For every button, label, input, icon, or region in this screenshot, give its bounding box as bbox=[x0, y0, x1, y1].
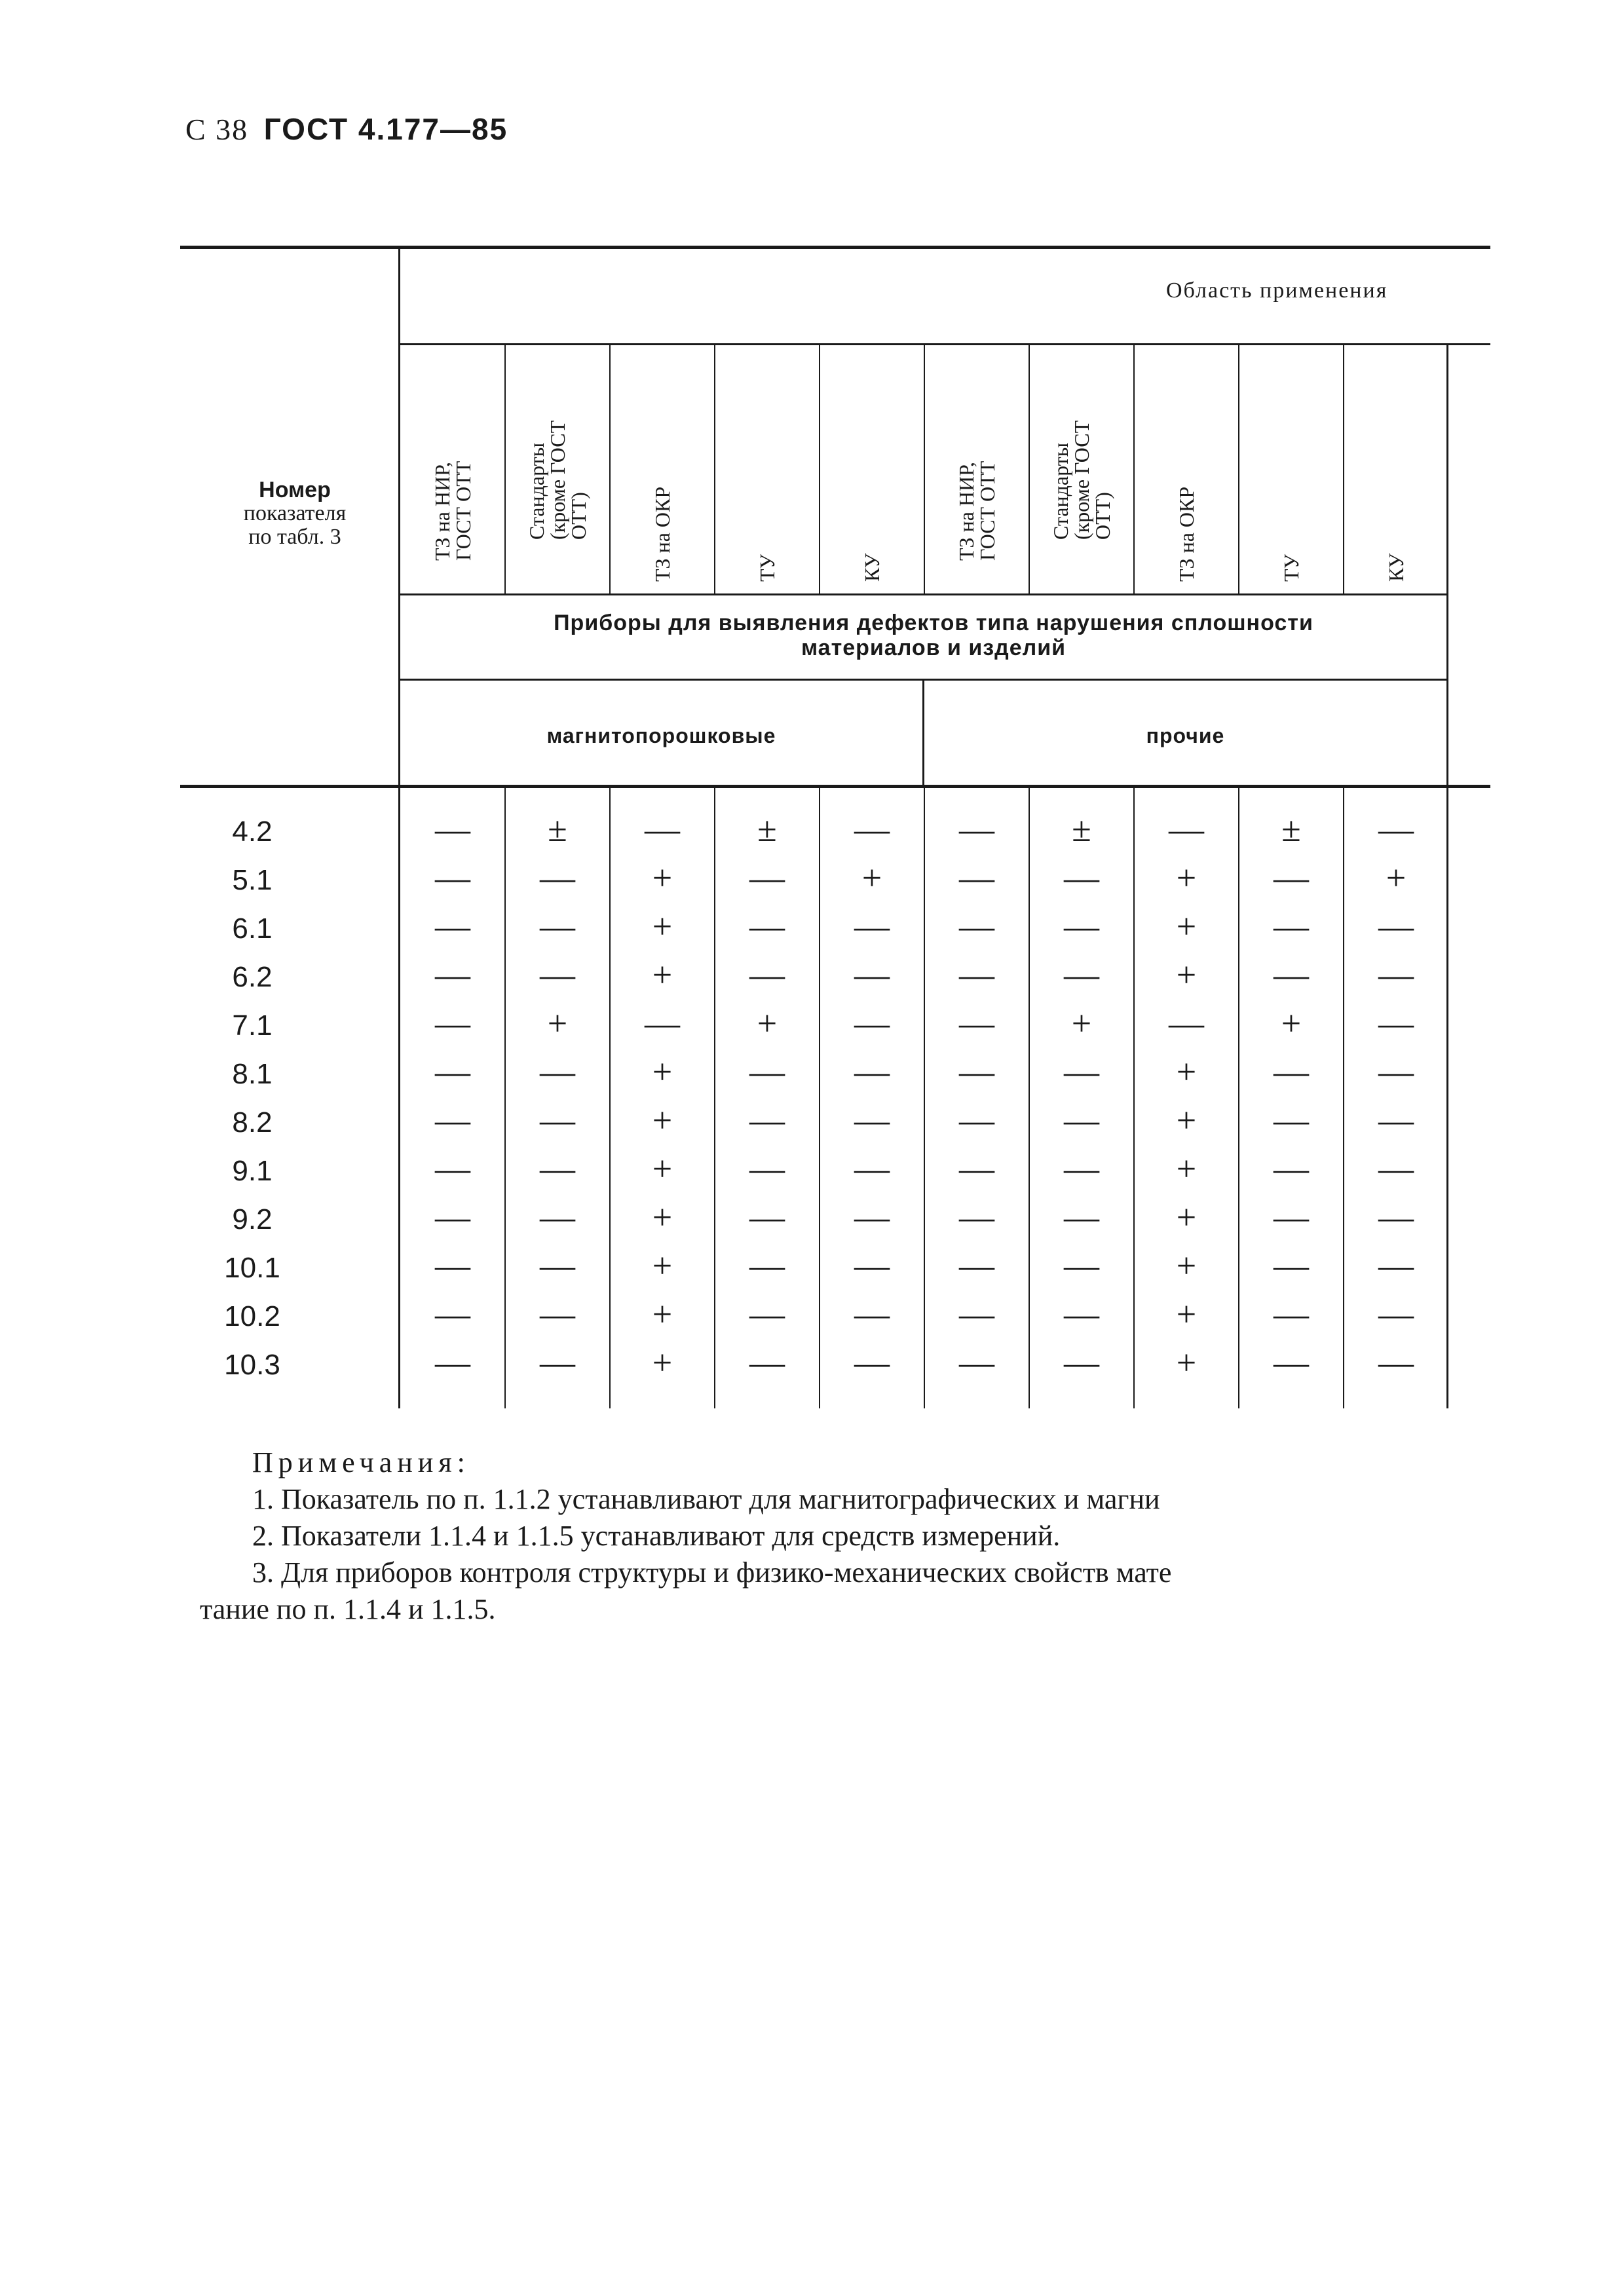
table-cell: + bbox=[1176, 1197, 1197, 1237]
column-divider-header bbox=[1238, 345, 1239, 593]
table-cell: — bbox=[854, 1149, 890, 1188]
table-cell: — bbox=[1378, 1052, 1414, 1091]
table-cell: — bbox=[749, 858, 785, 897]
table-cell: — bbox=[1378, 955, 1414, 994]
table-cell: — bbox=[1064, 907, 1099, 946]
note-3: 3. Для приборов контроля структуры и физико-механических свойств мате bbox=[252, 1556, 1172, 1589]
device-title-line-1: Приборы для выявления дефектов типа нарушения сплошности bbox=[554, 611, 1313, 635]
column-divider-header bbox=[609, 345, 611, 593]
row-header bbox=[190, 478, 400, 549]
table-cell: + bbox=[1176, 1149, 1197, 1188]
table-cell: + bbox=[1176, 1294, 1197, 1334]
column-header-line: ОТТ) bbox=[567, 492, 590, 540]
table-cell: — bbox=[1274, 1197, 1309, 1237]
table-cell: — bbox=[1378, 1004, 1414, 1043]
table-cell: + bbox=[1176, 1101, 1197, 1140]
column-divider-header bbox=[1343, 345, 1344, 593]
column-divider-body bbox=[1029, 788, 1030, 1408]
table-cell: + bbox=[652, 1149, 673, 1188]
table-cell: — bbox=[540, 907, 575, 946]
table-cell: — bbox=[854, 1101, 890, 1140]
table-cell: — bbox=[749, 1052, 785, 1091]
column-header-5 bbox=[820, 347, 924, 590]
column-header-line: ОТТ) bbox=[1091, 492, 1114, 540]
table-cell: — bbox=[749, 1149, 785, 1188]
table-cell: — bbox=[1378, 1246, 1414, 1285]
table-cell: ± bbox=[1281, 810, 1301, 849]
column-header-line: ТЗ на ОКР bbox=[651, 486, 674, 582]
column-header-text bbox=[652, 487, 673, 582]
table-cell: — bbox=[854, 955, 890, 994]
table-cell: — bbox=[854, 1004, 890, 1043]
table-cell: — bbox=[1378, 1101, 1414, 1140]
table-cell: — bbox=[540, 1343, 575, 1382]
column-header-text bbox=[861, 554, 882, 582]
table-cell: + bbox=[757, 1004, 778, 1043]
row-number: 5.1 bbox=[232, 864, 273, 896]
table-cell: — bbox=[1378, 810, 1414, 849]
table-cell: — bbox=[1274, 1052, 1309, 1091]
column-header-1 bbox=[400, 347, 505, 590]
table-cell: — bbox=[854, 1052, 890, 1091]
table-cell: — bbox=[645, 810, 680, 849]
table-cell: — bbox=[540, 1101, 575, 1140]
column-header-line: ТЗ на НИР, bbox=[954, 462, 978, 561]
table-cell: — bbox=[435, 1197, 470, 1237]
table-cell: — bbox=[1274, 1101, 1309, 1140]
table-cell: — bbox=[1378, 1343, 1414, 1382]
table-cell: + bbox=[547, 1004, 568, 1043]
table-cell: ± bbox=[548, 810, 567, 849]
table-cell: — bbox=[435, 1052, 470, 1091]
table-cell: — bbox=[435, 858, 470, 897]
table-cell: — bbox=[854, 1294, 890, 1334]
column-divider-header bbox=[504, 345, 506, 593]
table-cell: — bbox=[435, 1149, 470, 1188]
columns-bottom-rule bbox=[400, 593, 1448, 595]
column-header-10 bbox=[1344, 347, 1448, 590]
note-2: 2. Показатели 1.1.4 и 1.1.5 устанавливают для средств измерений. bbox=[252, 1520, 1061, 1552]
notes-title: Примечания: bbox=[252, 1446, 470, 1478]
table-cell: — bbox=[1378, 1294, 1414, 1334]
table-cell: — bbox=[1169, 1004, 1204, 1043]
column-header-text bbox=[1281, 554, 1302, 582]
top-rule bbox=[180, 246, 1490, 249]
column-divider-body bbox=[504, 788, 506, 1408]
column-header-text bbox=[526, 421, 589, 540]
table-cell: — bbox=[1274, 858, 1309, 897]
table-cell: — bbox=[1274, 955, 1309, 994]
column-divider-body bbox=[1238, 788, 1239, 1408]
table-cell: — bbox=[1064, 1343, 1099, 1382]
column-header-line: ТУ bbox=[755, 554, 779, 582]
table-cell: — bbox=[540, 955, 575, 994]
table-cell: — bbox=[1274, 1246, 1309, 1285]
table-cell: — bbox=[540, 858, 575, 897]
table-cell: — bbox=[1064, 1246, 1099, 1285]
table-cell: + bbox=[652, 1197, 673, 1237]
table-cell: + bbox=[652, 1052, 673, 1091]
column-divider-body bbox=[819, 788, 820, 1408]
row-number: 10.3 bbox=[224, 1349, 280, 1381]
header-bottom-rule bbox=[180, 785, 1490, 788]
table-cell: — bbox=[749, 1101, 785, 1140]
table-cell: — bbox=[959, 1197, 994, 1237]
table-cell: — bbox=[854, 1197, 890, 1237]
row-number: 10.1 bbox=[224, 1252, 280, 1284]
notes bbox=[200, 1444, 1172, 1628]
table-cell: — bbox=[645, 1004, 680, 1043]
table-cell: — bbox=[959, 907, 994, 946]
column-header-text bbox=[1176, 487, 1197, 582]
scope-title: Область применения bbox=[1166, 278, 1388, 303]
scope-rule bbox=[400, 343, 1490, 345]
table-cell: — bbox=[959, 1246, 994, 1285]
row-number: 7.1 bbox=[232, 1009, 273, 1042]
table-cell: + bbox=[861, 858, 882, 897]
table-cell: — bbox=[435, 1294, 470, 1334]
device-title-line-2: материалов и изделий bbox=[801, 635, 1067, 660]
table-cell: — bbox=[1378, 1149, 1414, 1188]
table-cell: + bbox=[1071, 1004, 1092, 1043]
table-cell: — bbox=[854, 907, 890, 946]
table-cell: — bbox=[1064, 955, 1099, 994]
table-cell: — bbox=[1274, 1294, 1309, 1334]
table-cell: + bbox=[1176, 1246, 1197, 1285]
table-cell: — bbox=[540, 1246, 575, 1285]
column-divider-body bbox=[714, 788, 715, 1408]
group-label-magnetic: магнитопорошковые bbox=[546, 724, 776, 747]
standard-id: ГОСТ 4.177—85 bbox=[263, 112, 508, 146]
row-number: 6.1 bbox=[232, 913, 273, 945]
column-header-7 bbox=[1029, 347, 1134, 590]
table-cell: — bbox=[1378, 907, 1414, 946]
note-1: 1. Показатель по п. 1.1.2 устанавливают для магнитографических и магни bbox=[252, 1483, 1160, 1515]
table-cell: — bbox=[435, 1101, 470, 1140]
table-cell: — bbox=[435, 955, 470, 994]
column-header-line: ТЗ на НИР, bbox=[430, 462, 454, 561]
column-header-9 bbox=[1239, 347, 1344, 590]
table-cell: — bbox=[959, 810, 994, 849]
column-header-8 bbox=[1134, 347, 1239, 590]
column-header-text bbox=[956, 461, 998, 561]
table-cell: — bbox=[435, 810, 470, 849]
page-ref: С 38 bbox=[185, 113, 249, 146]
column-header-text bbox=[757, 554, 778, 582]
table-cell: + bbox=[652, 858, 673, 897]
column-header-line: КУ bbox=[860, 553, 884, 582]
row-number: 9.1 bbox=[232, 1155, 273, 1187]
column-header-line: ГОСТ ОТТ bbox=[451, 461, 475, 561]
column-header-6 bbox=[924, 347, 1029, 590]
table-cell: — bbox=[749, 1294, 785, 1334]
table-cell: — bbox=[959, 955, 994, 994]
table-cell: — bbox=[959, 1101, 994, 1140]
column-divider-body bbox=[1343, 788, 1344, 1408]
column-divider-header bbox=[924, 345, 925, 593]
table-cell: — bbox=[959, 1004, 994, 1043]
table-cell: + bbox=[652, 1294, 673, 1334]
table-cell: — bbox=[540, 1052, 575, 1091]
column-header-line: ТЗ на ОКР bbox=[1175, 486, 1198, 582]
row-number: 8.2 bbox=[232, 1106, 273, 1139]
column-divider-header bbox=[1029, 345, 1030, 593]
column-divider-body bbox=[1133, 788, 1135, 1408]
table-cell: — bbox=[1274, 907, 1309, 946]
table-cell: — bbox=[540, 1294, 575, 1334]
table-cell: — bbox=[435, 1246, 470, 1285]
table-cell: + bbox=[1176, 955, 1197, 994]
column-header-line: ТУ bbox=[1279, 554, 1303, 582]
table-cell: — bbox=[854, 810, 890, 849]
column-header-line: ГОСТ ОТТ bbox=[975, 461, 999, 561]
table-cell: + bbox=[1281, 1004, 1302, 1043]
table-cell: — bbox=[1064, 1197, 1099, 1237]
device-title bbox=[400, 611, 1467, 660]
table-cell: — bbox=[1064, 1052, 1099, 1091]
column-header-line: Стандарты bbox=[1049, 442, 1072, 540]
table-cell: — bbox=[1378, 1197, 1414, 1237]
table-cell: + bbox=[652, 1101, 673, 1140]
table-cell: ± bbox=[1072, 810, 1091, 849]
table-cell: + bbox=[652, 907, 673, 946]
table-cell: — bbox=[540, 1149, 575, 1188]
column-header-text bbox=[1050, 421, 1113, 540]
table-cell: + bbox=[1176, 1052, 1197, 1091]
table-cell: — bbox=[959, 858, 994, 897]
table-cell: — bbox=[1064, 1101, 1099, 1140]
column-header-line: (кроме ГОСТ bbox=[1070, 420, 1093, 540]
row-number: 6.2 bbox=[232, 961, 273, 993]
table-cell: — bbox=[854, 1343, 890, 1382]
column-divider-body bbox=[924, 788, 925, 1408]
column-header-2 bbox=[505, 347, 610, 590]
table-cell: + bbox=[652, 1343, 673, 1382]
table-cell: + bbox=[1176, 858, 1197, 897]
table-cell: — bbox=[749, 955, 785, 994]
column-header-line: КУ bbox=[1384, 553, 1408, 582]
column-header-line: Стандарты bbox=[525, 442, 548, 540]
group-label-other: прочие bbox=[1146, 724, 1225, 747]
row-header-line-1: Номер bbox=[259, 478, 331, 502]
table-cell: — bbox=[1169, 810, 1204, 849]
table-cell: — bbox=[959, 1343, 994, 1382]
table-cell: — bbox=[959, 1294, 994, 1334]
table-cell: — bbox=[1274, 1343, 1309, 1382]
column-header-text bbox=[1386, 554, 1407, 582]
column-divider-header bbox=[819, 345, 820, 593]
row-header-line-2: показателя bbox=[243, 501, 347, 525]
row-number: 8.1 bbox=[232, 1058, 273, 1090]
column-divider-body bbox=[609, 788, 611, 1408]
column-header-line: (кроме ГОСТ bbox=[546, 420, 569, 540]
table-cell: + bbox=[1386, 858, 1407, 897]
table-cell: — bbox=[435, 1004, 470, 1043]
table-cell: + bbox=[1176, 1343, 1197, 1382]
table-cell: + bbox=[652, 1246, 673, 1285]
table-cell: — bbox=[959, 1149, 994, 1188]
column-divider-header bbox=[1133, 345, 1135, 593]
table-cell: — bbox=[749, 1246, 785, 1285]
column-divider-header bbox=[714, 345, 715, 593]
table-cell: ± bbox=[757, 810, 777, 849]
table-cell: — bbox=[749, 1343, 785, 1382]
table-cell: + bbox=[1176, 907, 1197, 946]
table-cell: — bbox=[1064, 858, 1099, 897]
note-3-continuation: тание по п. 1.1.4 и 1.1.5. bbox=[200, 1593, 496, 1625]
column-header-text bbox=[432, 461, 474, 561]
page-header bbox=[185, 111, 508, 147]
table-cell: — bbox=[540, 1197, 575, 1237]
table-cell: — bbox=[749, 1197, 785, 1237]
row-header-line-3: по табл. 3 bbox=[248, 525, 341, 549]
row-number: 9.2 bbox=[232, 1203, 273, 1235]
table-cell: — bbox=[435, 1343, 470, 1382]
table-cell: — bbox=[959, 1052, 994, 1091]
column-header-4 bbox=[715, 347, 820, 590]
table-cell: — bbox=[749, 907, 785, 946]
table-cell: — bbox=[435, 907, 470, 946]
table-cell: — bbox=[1274, 1149, 1309, 1188]
table-cell: — bbox=[854, 1246, 890, 1285]
table-cell: — bbox=[1064, 1294, 1099, 1334]
table-cell: + bbox=[652, 955, 673, 994]
column-header-3 bbox=[610, 347, 715, 590]
row-number: 4.2 bbox=[232, 816, 273, 848]
row-number: 10.2 bbox=[224, 1300, 280, 1332]
table-cell: — bbox=[1064, 1149, 1099, 1188]
